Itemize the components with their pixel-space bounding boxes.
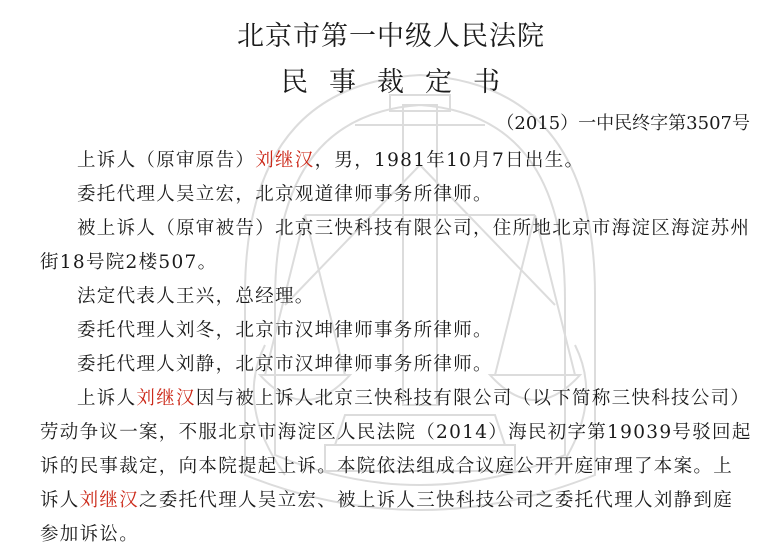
document-title: 民事裁定书 [281,67,521,98]
case-number: （2015）一中民终字第3507号 [496,113,750,134]
appellee-agent-line-1: 委托代理人刘冬，北京市汉坤律师事务所律师。 [77,320,493,341]
narrative-part-3: 之委托代理人吴立宏、被上诉人三快科技公司之委托代理人刘静到庭参加诉讼。 [40,490,734,545]
appellant-suffix: ，男，1981年10月7日出生。 [314,150,585,171]
case-narrative [40,382,752,552]
narrative-name-1: 刘继汉 [136,388,196,409]
appellant-agent-line: 委托代理人吴立宏，北京观道律师事务所律师。 [77,184,493,205]
legal-representative-line: 法定代表人王兴，总经理。 [77,286,315,307]
narrative-name-2: 刘继汉 [79,490,140,511]
narrative-part-2: 因与被上诉人北京三快科技有限公司（以下简称三快科技公司）劳动争议一案，不服北京市海淀区人民法院（2014）海民初字第19039号驳回起诉的民事裁定，向本院提起上诉。本院依法组成合议庭公开开庭审理了本案。上诉人 [40,388,752,511]
appellant-name: 刘继汉 [255,150,315,171]
document-body [40,144,752,552]
appellant-line [40,144,752,178]
appellee-line: 被上诉人（原审被告）北京三快科技有限公司，住所地北京市海淀区海淀苏州街18号院2楼507。 [40,218,751,273]
appellant-prefix: 上诉人（原审原告） [77,150,256,171]
appellee-agent-line-2: 委托代理人刘静，北京市汉坤律师事务所律师。 [77,354,493,375]
narrative-part-1: 上诉人 [77,388,137,409]
court-name: 北京市第一中级人民法院 [237,21,545,52]
